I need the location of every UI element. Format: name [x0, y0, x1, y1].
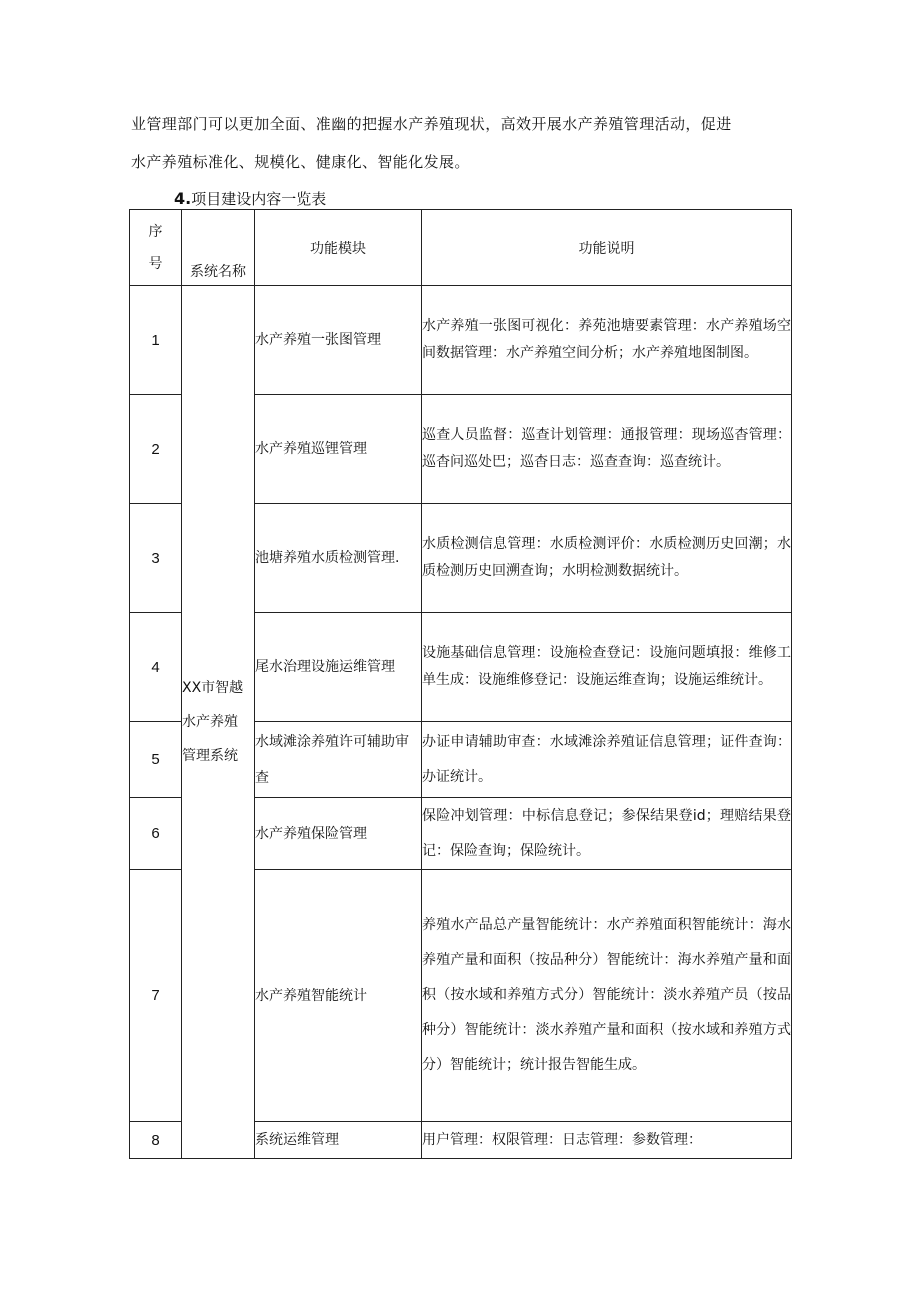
row-module: 水产养殖智能统计: [255, 870, 422, 1122]
intro-paragraph: [131, 105, 796, 181]
row-description: 用户管理：权限管理：日志管理：参数管理：: [422, 1122, 792, 1159]
header-seq-line-2: 号: [148, 255, 163, 272]
row-description: 保险冲划管理：中标信息登记；参保结果登id；理赔结果登记：保险查询；保险统计。: [422, 798, 792, 870]
row-description: 养殖水产品总产量智能统计：水产养殖面积智能统计：海水养殖产量和面积（按品种分）智能统计：海水养殖产量和面积（按水域和养殖方式分）智能统计：淡水养殖产员（按品种分）智能统计：淡水养殖产量和面积（按水域和养殖方式分）智能统计；统计报告智能生成。: [422, 870, 792, 1122]
row-seq: 3: [130, 504, 182, 613]
intro-line-2: 水产养殖标准化、规模化、健康化、智能化发展。: [131, 153, 470, 171]
row-module: 尾水治理设施运维管理: [255, 613, 422, 722]
row-seq: 2: [130, 395, 182, 504]
system-name-cell: [182, 286, 255, 1159]
system-name-line-3: 管理系统: [182, 748, 238, 764]
table-row: [130, 286, 792, 395]
header-description: 功能说明: [422, 210, 792, 286]
header-system-name: 系统名称: [182, 210, 255, 286]
row-description: 办证申请辅助审查：水域滩涂养殖证信息管理；证件查询：办证统计。: [422, 722, 792, 798]
row-description: 设施基础信息管理：设施检查登记：设施问题填报：维修工单生成：设施维修登记：设施运维查询；设施运维统计。: [422, 613, 792, 722]
row-module: 水产养殖保险管理: [255, 798, 422, 870]
row-description: 水质检测信息管理：水质检测评价：水质检测历史回潮；水质检测历史回溯查询；水明检测数据统计。: [422, 504, 792, 613]
header-seq: [130, 210, 182, 286]
system-name-line-2: 水产养殖: [182, 714, 238, 730]
header-seq-line-1: 序: [148, 223, 163, 240]
section-title: 项目建设内容一览表: [191, 190, 327, 208]
row-module: 水产养殖巡锂管理: [255, 395, 422, 504]
table-header-row: [130, 210, 792, 286]
row-seq: 7: [130, 870, 182, 1122]
row-seq: 4: [130, 613, 182, 722]
row-module: 系统运维管理: [255, 1122, 422, 1159]
system-name-line-1: XX市智越: [182, 680, 244, 696]
row-description: 水产养殖一张图可视化：养苑池塘要素管理：水产养殖场空间数据管理：水产养殖空间分析；水产养殖地图制图。: [422, 286, 792, 395]
row-seq: 8: [130, 1122, 182, 1159]
row-module: 水域滩涂养殖许可辅助审查: [255, 722, 422, 798]
intro-line-1: 业管理部门可以更加全面、准幽的把握水产养殖现状，高效开展水产养殖管理活动，促进: [131, 115, 732, 133]
row-module: 水产养殖一张图管理: [255, 286, 422, 395]
project-content-table: [129, 209, 792, 1159]
row-seq: 6: [130, 798, 182, 870]
row-seq: 5: [130, 722, 182, 798]
row-seq: 1: [130, 286, 182, 395]
section-number: 4.: [174, 189, 192, 208]
header-module: 功能模块: [255, 210, 422, 286]
row-module: 池塘养殖水质检测管理.: [255, 504, 422, 613]
row-description: 巡查人员监督：巡查计划管理：通报管理：现场巡杳管理：巡杳问巡处巴；巡杳日志：巡查查询：巡查统计。: [422, 395, 792, 504]
